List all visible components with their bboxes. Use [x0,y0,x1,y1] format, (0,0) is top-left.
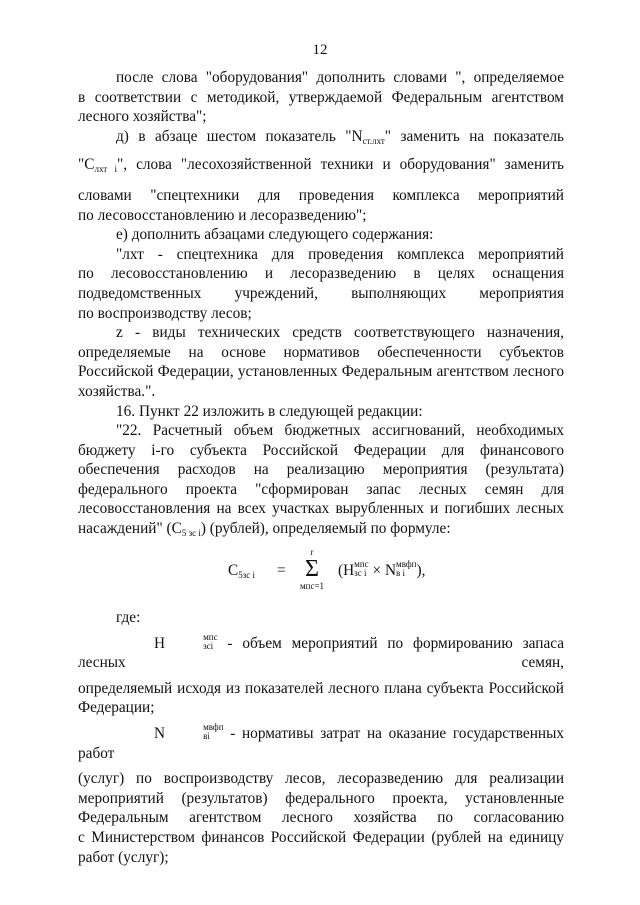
where-label: где: [116,609,141,626]
p3: е) дополнить абзацами следующего содержания: [116,226,434,244]
p1-line3: лесного хозяйства"; [78,108,207,126]
p6: 16. Пункт 22 изложить в следующей редакции: [116,402,423,420]
p5-line2: определяемые на основе нормативов обеспеченности субъектов [78,343,564,361]
p4-line3: подведомственных учреждений, выполняющих мероприятия [78,284,564,302]
p5-line4: хозяйства.". [78,382,156,400]
def2-line6: работ (услуг); [78,848,169,866]
p5-line1: z - виды технических средств соответствующего назначения, [116,324,564,342]
p7-line2: бюджету i-го субъекта Российской Федерации для финансового [78,441,564,459]
def1-line1: H мпс зсi - объем мероприятий по формированию запаса лесных семян, [78,632,564,672]
def2-line4: Федеральным агентством лесного хозяйства по согласованию [78,809,564,827]
def1-line3: Федерации; [78,699,155,717]
formula [228,547,528,604]
def2-line2: (услуг) по воспроизводству лесов, лесоразведению для реализации [78,770,564,788]
formula-rhs: (H мпс зс i × N мвфп в i ), [338,559,426,579]
p4-line4: по воспроизводству лесов; [78,304,252,322]
p2-line2: "$C_{лхт i}$", слова "лесохозяйственной техники и оборудования" заменить [78,156,564,175]
p2-line3: словами "спецтехники для проведения комплекса мероприятий [78,186,564,204]
p1-line2: в соответствии с методикой, утверждаемой Федеральным агентством [78,88,564,106]
formula-sum: r Σ мпс=1 [299,547,325,591]
p5-line3: Российской Федерации, установленных Федеральным агентством лесного [78,363,564,381]
p2-line4: по лесовосстановлению и лесоразведению"; [78,206,367,224]
def2-line5: с Министерством финансов Российской Федерации (рублей на единицу [78,828,564,846]
p7-line5: лесовосстановления на всех участках вырубленных и погибших лесных [78,500,564,518]
p4-line2: по лесовосстановлению и лесоразведению в целях оснащения [78,265,564,283]
p7-line6: насаждений" $(C_{5 зс i})$ (рублей), определяемый по формуле: [78,520,451,539]
formula-equals: = [277,562,286,579]
def1-line2: определяемый исходя из показателей лесного плана субъекта Российской [78,679,564,697]
def2-line3: мероприятий (результатов) федерального проекта, установленные [78,789,564,807]
p7-line3: обеспечения расходов на реализацию мероприятия (результата) [78,461,564,479]
p7-line4: федерального проекта "сформирован запас лесных семян для [78,480,564,498]
page-number: 12 [312,42,328,58]
p1-line1: после слова "оборудования" дополнить словами ", определяемое [116,69,564,86]
definitions [78,608,564,867]
document-body [78,68,564,544]
formula-lhs: $C_{5зс i}$ [228,562,256,580]
def2-line1: N мвфп вi - нормативы затрат на оказание государственных работ [78,722,564,762]
p4-line1: "лхт - спецтехника для проведения комплекса мероприятий [116,245,564,263]
p2-line1: д) в абзаце шестом показатель "$N_{ст.лхт}$" заменить на показатель [116,127,564,146]
p7-line1: "22. Расчетный объем бюджетных ассигнований, необходимых [116,422,564,440]
